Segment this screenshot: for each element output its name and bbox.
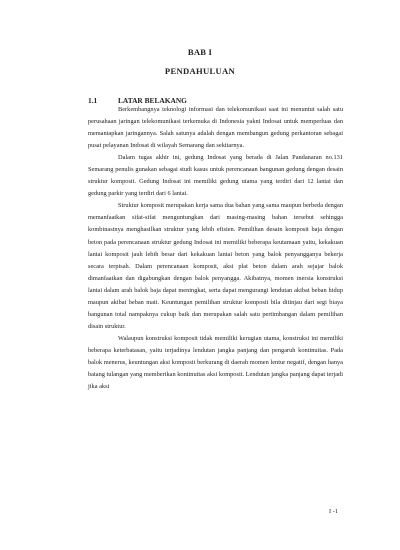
- paragraph: Berkembangnya teknologi informasi dan telekomunikasi saat ini menuntut salah satu perusahaan jaringan telekomunikasi terkemuka di Indonesia yakni Indosat untuk memperluas dan memantapkan jaringannya. Salah satunya adalah dengan membangun gedung perkantoran sebagai pusat pelayanan Indosat di wilayah Semarang dan sekitarnya.: [88, 106, 343, 150]
- paragraph: Walaupun konstruksi komposit tidak memiliki kerugian utama, konstruksi ini memiliki beberapa keterbatasan, yaitu terjadinya lendutan jangka panjang dan pengaruh kontinuitas. Pada balok menerus, keuntungan aksi komposit berkurang di daerah momen lentur negatif, dengan hanya batang tulangan yang memberikan kontinuitas aksi komposit. Lendutan jangka panjang dapat terjadi jika aksi: [88, 334, 343, 391]
- section-title: LATAR BELAKANG: [118, 96, 187, 105]
- page-number: I -1: [329, 508, 339, 515]
- chapter-title: PENDAHULUAN: [164, 66, 236, 76]
- paragraph: Struktur komposit merupakan kerja sama dua bahan yang sama maupun berbeda dengan memanfaatkan sifat-sifat menguntungkan dari masing-masing bahan tersebut sehingga kombinasinya menghasilkan struktur yang lebih efisien. Pemilihan desain komposit baja dengan beton pada perencanaan struktur gedung Indosat ini memiliki beberapa keutamaan yaitu, kekakuan lantai komposit jauh lebih besar dari kekakuan lantai beton yang balok penyangganya bekerja secara terpisah. Dalam perencanaan komposit, aksi plat beton dalam arah sejajar balok dimanfaatkan dan digabungkan dengan balok penyangga. Akibatnya, momen inersia konstruksi lantai dalam arah balok baja dapat meningkat, serta dapat mengurangi lendutan akibat beban hidup maupun akibat beban mati. Keuntungan pemilihan struktur komposit bila ditinjau dari segi biaya bangunan total nampaknya cukup baik dan merupakan salah satu pertimbangan dalam pemilihan disain struktur.: [88, 202, 343, 330]
- section-number: 1.1: [88, 96, 98, 105]
- paragraph: Dalam tugas akhir ini, gedung Indosat yang berada di Jalan Pandanaran no.131 Semarang penulis gunakan sebagai studi kasus untuk perencanaan bangunan gedung dengan desain struktur komposit. Gedung Indosat ini memiliki gedung utama yang terdiri dari 12 lantai dan gedung parkir yang terdiri dari 6 lantai.: [88, 154, 343, 198]
- chapter-label: BAB I: [187, 47, 213, 57]
- body-text: [88, 104, 343, 393]
